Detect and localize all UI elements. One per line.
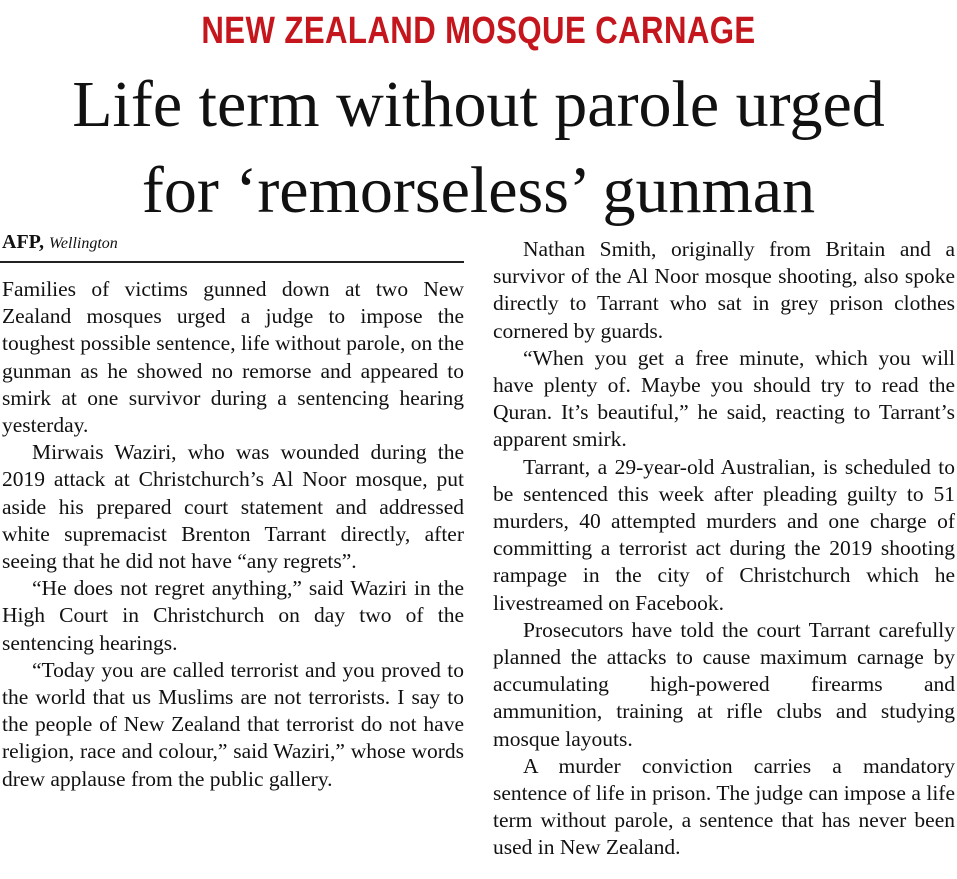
paragraph: “Today you are called terrorist and you proved to the world that us Muslims are not terrorists. I say to the people of New Zealand that terrorist do not have religion, race and colour,” said Waziri,” whose words drew applause from the public gallery.: [2, 657, 464, 791]
paragraph: Prosecutors have told the court Tarrant carefully planned the attacks to cause maximum carnage by accumulating high-powered firearms and ammunition, training at rifle clubs and studying mosque layouts.: [493, 617, 955, 751]
paragraph: A murder conviction carries a mandatory sentence of life in prison. The judge can impose a life term without parole, a sentence that has never been used in New Zealand.: [493, 753, 955, 860]
headline: [0, 62, 957, 234]
byline-rule: [0, 261, 464, 263]
paragraph: “When you get a free minute, which you will have plenty of. Maybe you should try to read the Quran. It’s beautiful,” he said, reacting to Tarrant’s apparent smirk.: [493, 345, 955, 452]
section-kicker: NEW ZEALAND MOSQUE CARNAGE: [201, 10, 756, 52]
byline-agency: AFP,: [2, 231, 45, 253]
paragraph: Mirwais Waziri, who was wounded during the 2019 attack at Christchurch’s Al Noor mosque, put aside his prepared court statement and addressed white supremacist Brenton Tarrant directly, after seeing that he did not have “any regrets”.: [2, 440, 464, 574]
paragraph: “He does not regret anything,” said Waziri in the High Court in Christchurch on day two of the sentencing hearings.: [2, 576, 464, 655]
headline-line-1: Life term without parole urged: [72, 68, 885, 141]
byline-dateline: Wellington: [49, 235, 118, 252]
paragraph: Tarrant, a 29-year-old Australian, is scheduled to be sentenced this week after pleading guilty to 51 murders, 40 attempted murders and one charge of committing a terrorist act during the 2019 shooting rampage in the city of Christchurch which he livestreamed on Facebook.: [493, 454, 955, 615]
paragraph: Families of victims gunned down at two New Zealand mosques urged a judge to impose the toughest possible sentence, life without parole, on the gunman as he showed no remorse and appeared to smirk at one survivor during a sentencing hearing yesterday.: [2, 277, 464, 438]
headline-line-2: for ‘remorseless’ gunman: [141, 154, 816, 227]
article-column-right: [493, 236, 955, 862]
paragraph: Nathan Smith, originally from Britain and a survivor of the Al Noor mosque shooting, also spoke directly to Tarrant who sat in grey prison clothes cornered by guards.: [493, 237, 955, 343]
article-column-left: [2, 276, 464, 793]
byline: [2, 229, 118, 257]
